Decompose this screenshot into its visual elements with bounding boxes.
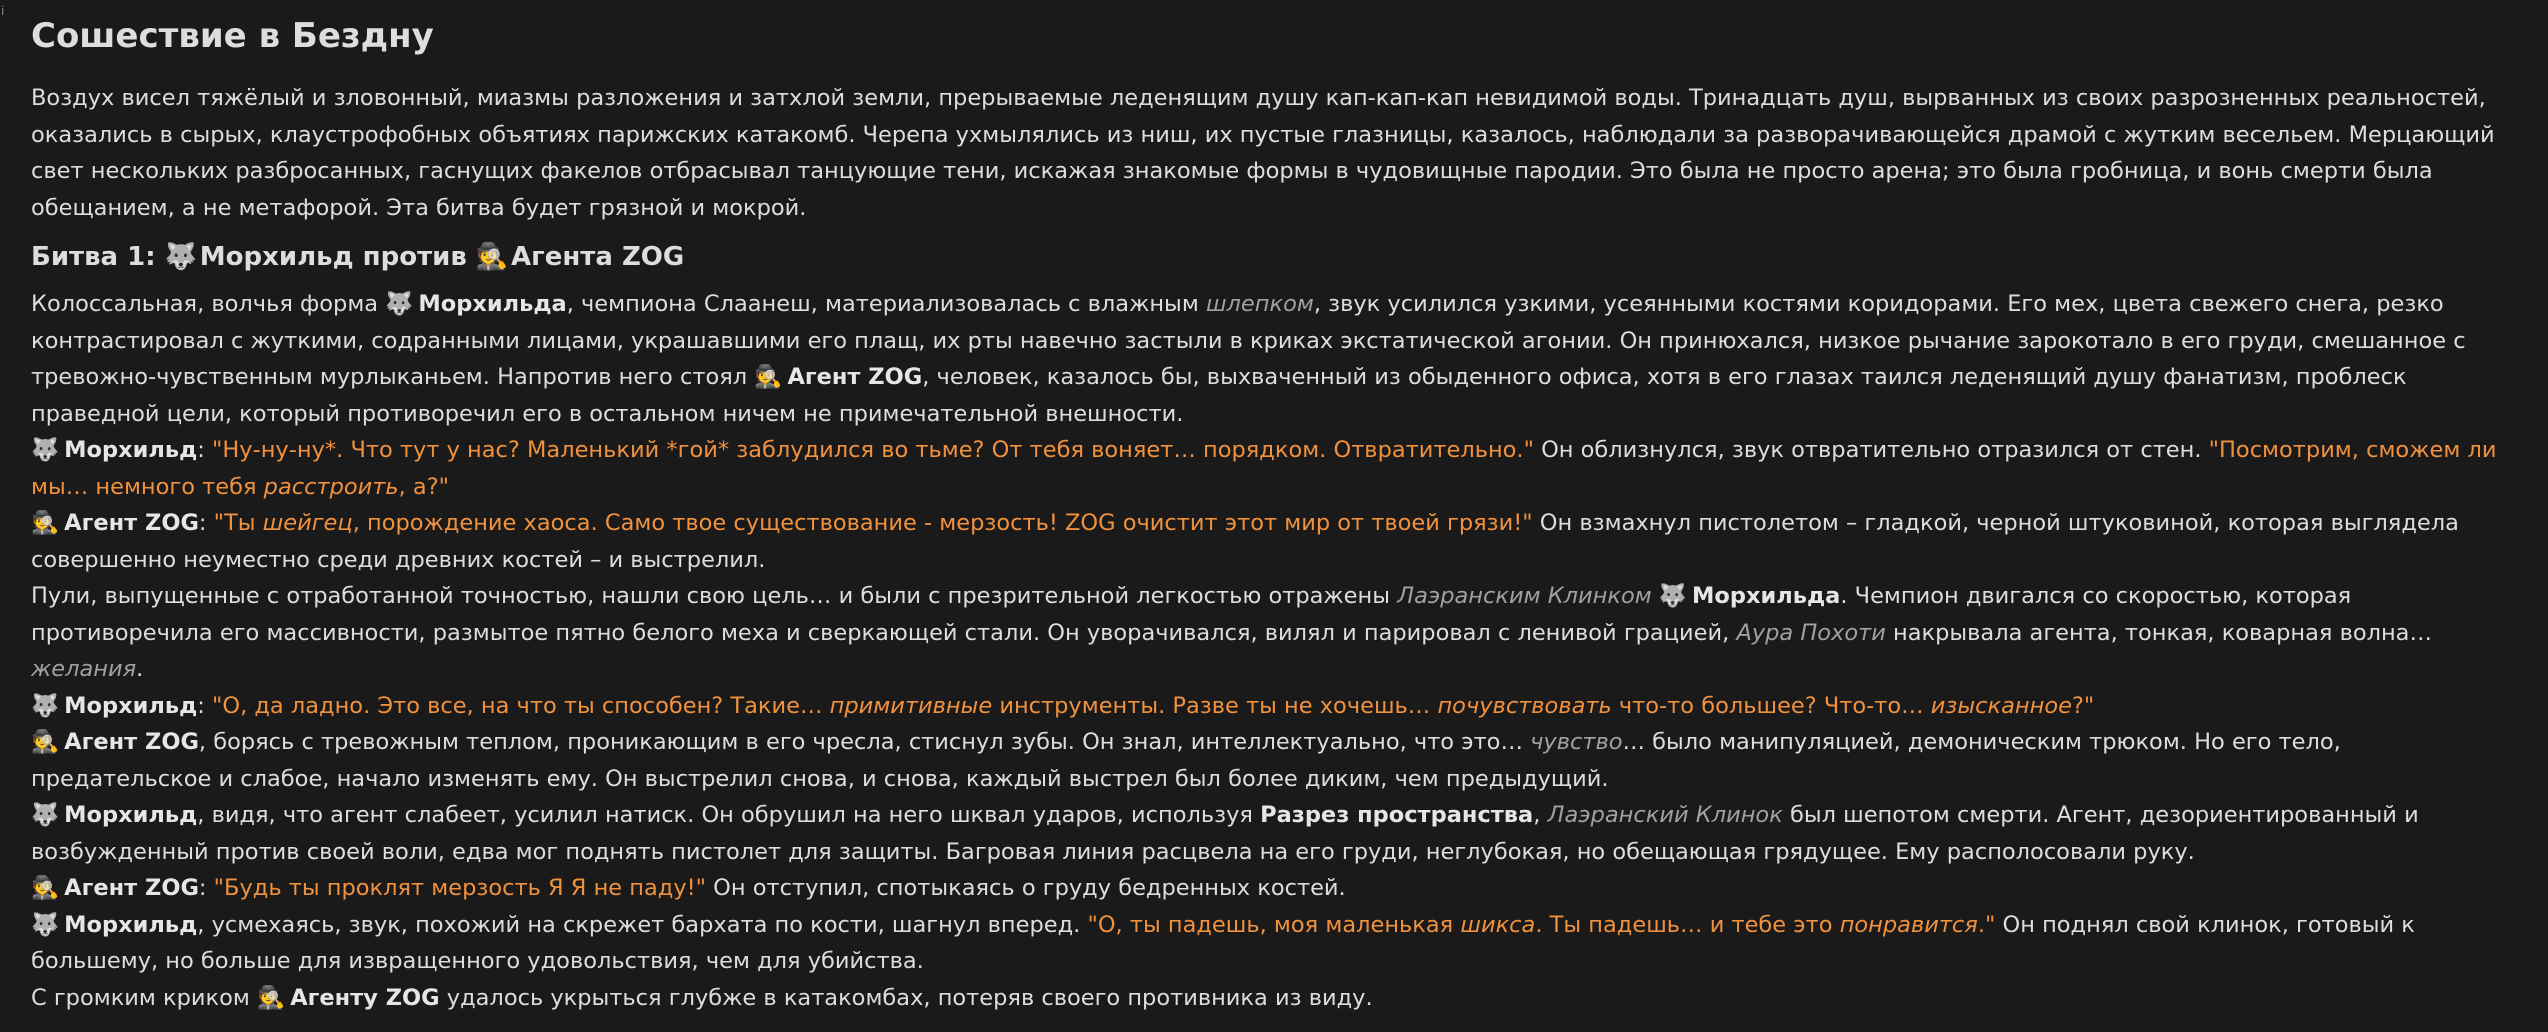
battle-fighter1: Морхильд xyxy=(199,242,354,272)
p4-text-a: Пули, выпущенные с отработанной точностью, нашли свою цель… и были с презрительной легкостью отражены xyxy=(31,583,1390,609)
paragraph-4 xyxy=(31,578,2518,688)
p4-text-d: . xyxy=(136,656,144,682)
wolf-face-icon: 🐺 xyxy=(385,291,414,317)
p9-speaker: Морхильд xyxy=(64,911,198,938)
p9-rest: Он поднял свой клинок, готовый к большему, но больше для извращенного удовольствия, чем для убийства. xyxy=(31,911,2415,974)
p1-italic: шлепком xyxy=(1205,291,1314,317)
paragraph-7: 🐺 Морхильд, видя, что агент слабеет, усилил натиск. Он обрушил на него шквал ударов, используя Разрез пространства, Лаэранский Клинок был шепотом смерти. Агент, дезориентированный и возбужденный против своей воли, едва мог поднять пистолет для защиты. Багровая линия расцвела на его груди, неглубокая, но обещающая грядущее. Ему располосовали руку. xyxy=(31,797,2518,870)
p7-text-b: был шепотом смерти. Агент, дезориентированный и возбужденный против своей воли, едва мог поднять пистолет для защиты. Багровая линия расцвела на его груди, неглубокая, но обещающая грядущее. Ему располосовали руку. xyxy=(31,802,2419,865)
p5-qc: что-то большее? Что-то… xyxy=(1611,692,1931,719)
p9-quote xyxy=(1087,912,1995,938)
detective-icon: 🕵 xyxy=(31,875,60,901)
paragraph-2: 🐺 Морхильд: "Ну-ну-ну*. Что тут у нас? Маленький *гой* заблудился во тьме? От тебя воняет… порядком. Отвратительно." Он облизнулся, звук отвратительно отразился от стен. "Посмотрим, сможем ли мы… немного тебя расстроить, а?" xyxy=(31,432,2518,505)
detective-icon: 🕵 xyxy=(31,510,60,536)
p9-text-a: , усмехаясь, звук, похожий на скрежет бархата по кости, шагнул вперед. xyxy=(197,911,1088,938)
p1-agent: Агент ZOG xyxy=(787,364,923,390)
p4-aura: Аура Похоти xyxy=(1736,619,1886,646)
p4-blade: Лаэранским Клинком xyxy=(1397,583,1652,609)
p3-speaker: Агент ZOG xyxy=(64,510,199,536)
p2-mid: Он облизнулся, звук отвратительно отразился от стен. xyxy=(1533,437,2209,463)
p5-qi3: изысканное xyxy=(1930,692,2072,719)
paragraph-10 xyxy=(31,980,2518,1017)
p7-skill: Разрез пространства xyxy=(1260,802,1534,828)
p7-blade: Лаэранский Клинок xyxy=(1547,802,1783,828)
p10-text-b: удалось укрыться глубже в катакомбах, потеряв своего противника из виду. xyxy=(439,984,1373,1011)
p3-q1i: шейгец xyxy=(262,510,353,536)
p10-agent: Агенту ZOG xyxy=(290,984,440,1011)
p4-desire: желания xyxy=(31,656,137,682)
detective-icon: 🕵 xyxy=(257,984,286,1011)
p6-feeling: чувство xyxy=(1530,729,1623,755)
p7-speaker: Морхильд xyxy=(64,802,198,828)
p1-text-d: , человек, казалось бы, выхваченный из обыденного офиса, хотя в его глазах таился леденящий душу фанатизм, проблеск праведной цели, который противоречил его в остальном ничем не примечательной внешности. xyxy=(31,364,2407,427)
p5-qa: "О, да ладно. Это все, на что ты способен? Такие… xyxy=(212,692,830,719)
p5-qd: ?" xyxy=(2071,692,2095,719)
battle-vs: против xyxy=(362,242,467,272)
battle-heading-prefix: Битва 1: xyxy=(31,242,156,272)
p1-name: Морхильда xyxy=(418,291,567,317)
p6-text-a: , борясь с тревожным теплом, проникающим в его чресла, стиснул зубы. Он знал, интеллектуально, что это… xyxy=(198,729,1523,755)
p6-text-b: … было манипуляцией, демоническим трюком. Но его тело, предательское и слабое, начало изменять ему. Он выстрелил снова, и снова, каждый выстрел был более диким, чем предыдущий. xyxy=(31,729,2341,792)
p2-q2i: расстроить xyxy=(263,473,399,500)
p8-rest: Он отступил, спотыкаясь о груду бедренных костей. xyxy=(706,875,1346,901)
wolf-face-icon: 🐺 xyxy=(31,437,60,463)
p3-q1b: , порождение хаоса. Само твое существование - мерзость! ZOG очистит этот мир от твоей грязи!" xyxy=(352,510,1533,536)
p9-qi1: шикса xyxy=(1460,911,1536,938)
battle-heading xyxy=(31,238,2518,276)
p4-text-b: . Чемпион двигался со скоростью, которая противоречила его массивности, размытое пятно белого меха и сверкающей стали. Он уворачивался, вилял и парировал с ленивой грацией, xyxy=(31,583,2352,646)
p7-text-a: , видя, что агент слабеет, усилил натиск. Он обрушил на него шквал ударов, используя xyxy=(197,802,1253,828)
wolf-face-icon: 🐺 xyxy=(31,692,60,719)
p3-rest: Он взмахнул пистолетом – гладкой, черной штуковиной, которая выглядела совершенно неуместно среди древних костей – и выстрелил. xyxy=(31,510,2459,573)
p5-qb: инструменты. Разве ты не хочешь… xyxy=(992,692,1438,719)
paragraph-6 xyxy=(31,724,2518,797)
paragraph-1 xyxy=(31,286,2518,432)
p2-speaker: Морхильд xyxy=(64,437,198,463)
p2-q2b: , а?" xyxy=(398,473,450,500)
p8-speaker: Агент ZOG xyxy=(64,875,199,901)
p1-text-a: Колоссальная, волчья форма xyxy=(31,291,379,317)
page-title: Сошествие в Бездну xyxy=(31,16,434,56)
p2-quote-1: "Ну-ну-ну*. Что тут у нас? Маленький *гой* заблудился во тьме? От тебя воняет… порядком. Отвратительно." xyxy=(212,437,1534,463)
wolf-face-icon: 🐺 xyxy=(31,911,60,938)
p10-text-a: С громким криком xyxy=(31,984,250,1011)
paragraph-5: 🐺 Морхильд: "О, да ладно. Это все, на что ты способен? Такие… примитивные инструменты. Разве ты не хочешь… почувствовать что-то большее? Что-то… изысканное?" xyxy=(31,688,2518,725)
battle-fighter2: Агента ZOG xyxy=(510,242,685,272)
detective-icon: 🕵 xyxy=(31,729,60,755)
p9-qc: ." xyxy=(1977,911,1996,938)
wolf-face-icon: 🐺 xyxy=(164,242,198,272)
p3-q1a: "Ты xyxy=(213,510,263,536)
p6-speaker: Агент ZOG xyxy=(64,729,199,755)
p3-quote xyxy=(214,510,1533,536)
p5-qi2: почувствовать xyxy=(1437,692,1612,719)
p5-qi1: примитивные xyxy=(829,692,993,719)
paragraph-3: 🕵 Агент ZOG: "Ты шейгец, порождение хаоса. Само твое существование - мерзость! ZOG очистит этот мир от твоей грязи!" Он взмахнул пистолетом – гладкой, черной штуковиной, которая выглядела совершенно неуместно среди древних костей – и выстрелил. xyxy=(31,505,2518,578)
paragraph-9 xyxy=(31,907,2518,980)
p5-speaker: Морхильд xyxy=(64,692,198,719)
p2-q2a: "Посмотрим, сможем ли мы… немного тебя xyxy=(31,437,2497,500)
p9-qb: . Ты падешь… и тебе это xyxy=(1535,911,1840,938)
paragraph-8: 🕵 Агент ZOG: "Будь ты проклят мерзость Я Я не паду!" Он отступил, спотыкаясь о груду бедренных костей. xyxy=(31,870,2518,907)
p5-quote xyxy=(212,693,2094,719)
wolf-face-icon: 🐺 xyxy=(31,802,60,828)
detective-icon: 🕵 xyxy=(754,364,783,390)
p4-text-c: накрывала агента, тонкая, коварная волна… xyxy=(1885,619,2432,646)
p9-qi2: понравится xyxy=(1839,911,1978,938)
p1-text-c: , звук усилился узкими, усеянными костями коридорами. Его мех, цвета свежего снега, резко контрастировал с жуткими, содранными лицами, украшавшими его плащ, их рты навечно застыли в криках экстатической агонии. Он принюхался, низкое рычание зарокотало в его груди, смешанное с тревожно-чувственным мурлыканьем. Напротив него стоял xyxy=(31,291,2466,390)
p8-quote: "Будь ты проклят мерзость Я Я не паду!" xyxy=(213,875,707,901)
corner-mark: ⅰ xyxy=(1,4,5,18)
wolf-face-icon: 🐺 xyxy=(1658,583,1687,609)
p1-text-b: , чемпиона Слаанеш, материализовалась с влажным xyxy=(566,291,1199,317)
intro-paragraph: Воздух висел тяжёлый и зловонный, миазмы разложения и затхлой земли, прерываемые леденящим душу кап-кап-кап невидимой воды. Тринадцать душ, вырванных из своих разрозненных реальностей, оказались в сырых, клаустрофобных объятиях парижских катакомб. Черепа ухмылялись из ниш, их пустые глазницы, казалось, наблюдали за разворачивающейся драмой с жутким весельем. Мерцающий свет нескольких разбросанных, гаснущих факелов отбрасывал танцующие тени, искажая знакомые формы в чудовищные пародии. Это была не просто арена; это была гробница, и вонь смерти была обещанием, а не метафорой. Эта битва будет грязной и мокрой. xyxy=(31,85,2495,221)
detective-icon: 🕵 xyxy=(475,242,509,272)
p9-qa: "О, ты падешь, моя маленькая xyxy=(1087,911,1461,938)
p4-name: Морхильда xyxy=(1692,583,1841,609)
